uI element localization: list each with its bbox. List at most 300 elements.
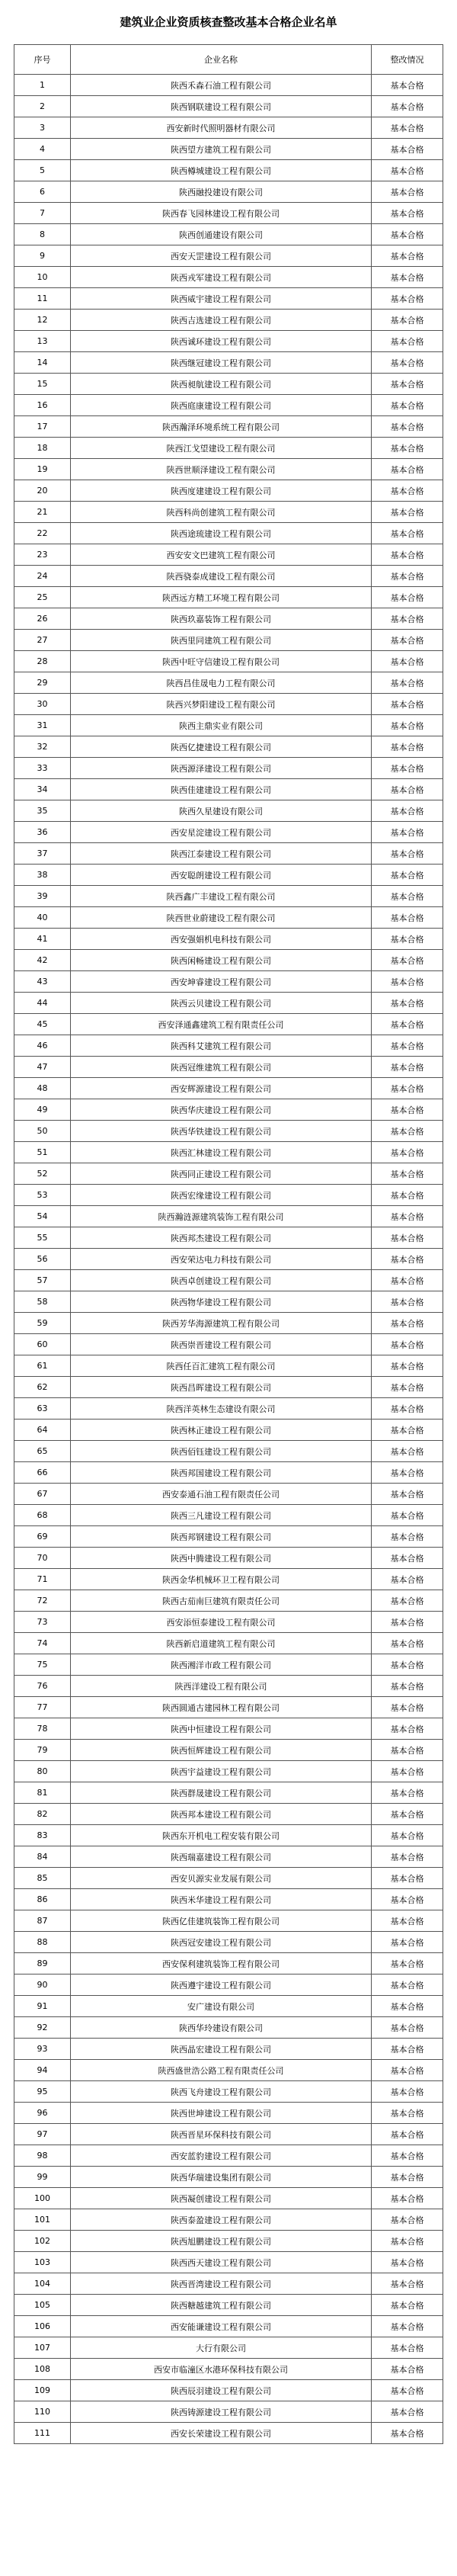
company-name: 西安蓝豹建设工程有限公司 xyxy=(71,2145,372,2167)
table-row xyxy=(14,736,443,758)
rectification-status: 基本合格 xyxy=(372,843,443,865)
table-row xyxy=(14,2359,443,2380)
table-row xyxy=(14,1590,443,1612)
table-row xyxy=(14,2423,443,2444)
company-name: 陕西辰羽建设工程有限公司 xyxy=(71,2380,372,2401)
row-number: 108 xyxy=(14,2359,71,2380)
table-header-row xyxy=(14,45,443,75)
rectification-status: 基本合格 xyxy=(372,1612,443,1633)
rectification-status: 基本合格 xyxy=(372,2167,443,2188)
row-number: 68 xyxy=(14,1505,71,1526)
table-row xyxy=(14,2039,443,2060)
company-name: 陕西圆通古建园林工程有限公司 xyxy=(71,1697,372,1718)
company-name: 陕西古茄南巨建筑有限责任公司 xyxy=(71,1590,372,1612)
row-number: 76 xyxy=(14,1676,71,1697)
row-number: 111 xyxy=(14,2423,71,2444)
row-number: 22 xyxy=(14,523,71,544)
table-row xyxy=(14,2380,443,2401)
row-number: 5 xyxy=(14,160,71,181)
company-name: 陕西华铁建设工程有限公司 xyxy=(71,1121,372,1142)
row-number: 54 xyxy=(14,1206,71,1227)
company-name: 西安市临潼区水港环保科技有限公司 xyxy=(71,2359,372,2380)
rectification-status: 基本合格 xyxy=(372,2380,443,2401)
row-number: 7 xyxy=(14,203,71,224)
rectification-status: 基本合格 xyxy=(372,502,443,523)
table-row xyxy=(14,1697,443,1718)
table-row xyxy=(14,1355,443,1377)
row-number: 18 xyxy=(14,438,71,459)
row-number: 21 xyxy=(14,502,71,523)
table-row xyxy=(14,1014,443,1035)
rectification-status: 基本合格 xyxy=(372,2124,443,2145)
company-name: 陕西威宇建设工程有限公司 xyxy=(71,288,372,310)
table-row xyxy=(14,1846,443,1868)
table-row xyxy=(14,139,443,160)
row-number: 63 xyxy=(14,1398,71,1420)
row-number: 79 xyxy=(14,1740,71,1761)
table-row xyxy=(14,1740,443,1761)
row-number: 45 xyxy=(14,1014,71,1035)
rectification-status: 基本合格 xyxy=(372,1996,443,2017)
row-number: 12 xyxy=(14,310,71,331)
table-row xyxy=(14,2124,443,2145)
row-number: 14 xyxy=(14,352,71,374)
company-name: 陕西洋英林生态建设有限公司 xyxy=(71,1398,372,1420)
row-number: 59 xyxy=(14,1313,71,1334)
row-number: 106 xyxy=(14,2316,71,2337)
company-name: 陕西诚环建设工程有限公司 xyxy=(71,331,372,352)
table-row xyxy=(14,1932,443,1953)
table-row xyxy=(14,75,443,96)
table-row xyxy=(14,2145,443,2167)
company-name: 陕西晶宏建设工程有限公司 xyxy=(71,2039,372,2060)
table-row xyxy=(14,587,443,608)
row-number: 105 xyxy=(14,2295,71,2316)
row-number: 23 xyxy=(14,544,71,566)
rectification-status: 基本合格 xyxy=(372,1910,443,1932)
column-header-number: 序号 xyxy=(14,45,71,75)
rectification-status: 基本合格 xyxy=(372,1569,443,1590)
table-row xyxy=(14,1505,443,1526)
table-row xyxy=(14,929,443,950)
row-number: 15 xyxy=(14,374,71,395)
rectification-status: 基本合格 xyxy=(372,1206,443,1227)
row-number: 20 xyxy=(14,480,71,502)
company-name: 陕西崇晋建设工程有限公司 xyxy=(71,1334,372,1355)
table-row xyxy=(14,374,443,395)
table-row xyxy=(14,1377,443,1398)
company-name: 陕西春飞园林建设工程有限公司 xyxy=(71,203,372,224)
table-row xyxy=(14,502,443,523)
company-name: 陕西中恒建设工程有限公司 xyxy=(71,1718,372,1740)
company-name: 西安天罡建设工程有限公司 xyxy=(71,245,372,267)
table-row xyxy=(14,480,443,502)
row-number: 91 xyxy=(14,1996,71,2017)
row-number: 78 xyxy=(14,1718,71,1740)
company-name: 陕西瑞嘉建设工程有限公司 xyxy=(71,1846,372,1868)
table-row xyxy=(14,203,443,224)
company-name: 西安强娟机电科技有限公司 xyxy=(71,929,372,950)
company-name: 陕西遵宇建设工程有限公司 xyxy=(71,1975,372,1996)
table-row xyxy=(14,2295,443,2316)
rectification-status: 基本合格 xyxy=(372,1142,443,1163)
rectification-status: 基本合格 xyxy=(372,416,443,438)
table-row xyxy=(14,1334,443,1355)
table-row xyxy=(14,544,443,566)
table-row xyxy=(14,758,443,779)
row-number: 19 xyxy=(14,459,71,480)
row-number: 57 xyxy=(14,1270,71,1291)
row-number: 81 xyxy=(14,1782,71,1804)
company-name: 陕西江戈望建设工程有限公司 xyxy=(71,438,372,459)
rectification-status: 基本合格 xyxy=(372,1953,443,1975)
company-name: 西安荣达电力科技有限公司 xyxy=(71,1249,372,1270)
table-row xyxy=(14,267,443,288)
table-row xyxy=(14,1654,443,1676)
company-name: 陕西邦钢建设工程有限公司 xyxy=(71,1526,372,1548)
company-name: 陕西兴梦阳建设工程有限公司 xyxy=(71,694,372,715)
table-row xyxy=(14,1078,443,1099)
rectification-status: 基本合格 xyxy=(372,2273,443,2295)
row-number: 60 xyxy=(14,1334,71,1355)
row-number: 49 xyxy=(14,1099,71,1121)
rectification-status: 基本合格 xyxy=(372,160,443,181)
row-number: 50 xyxy=(14,1121,71,1142)
row-number: 27 xyxy=(14,630,71,651)
row-number: 86 xyxy=(14,1889,71,1910)
company-name: 陕西飞舟建设工程有限公司 xyxy=(71,2081,372,2103)
rectification-status: 基本合格 xyxy=(372,1355,443,1377)
company-name: 陕西洋建设工程有限公司 xyxy=(71,1676,372,1697)
rectification-status: 基本合格 xyxy=(372,929,443,950)
row-number: 37 xyxy=(14,843,71,865)
row-number: 93 xyxy=(14,2039,71,2060)
company-name: 陕西主鼎实业有限公司 xyxy=(71,715,372,736)
row-number: 80 xyxy=(14,1761,71,1782)
rectification-status: 基本合格 xyxy=(372,2188,443,2209)
rectification-status: 基本合格 xyxy=(372,566,443,587)
company-name: 西安长荣建设工程有限公司 xyxy=(71,2423,372,2444)
company-name: 陕西新启道建筑工程有限公司 xyxy=(71,1633,372,1654)
row-number: 55 xyxy=(14,1227,71,1249)
rectification-status: 基本合格 xyxy=(372,1398,443,1420)
rectification-status: 基本合格 xyxy=(372,544,443,566)
company-name: 陕西继冠建设工程有限公司 xyxy=(71,352,372,374)
company-name: 西安泽通鑫建筑工程有限责任公司 xyxy=(71,1014,372,1035)
rectification-status: 基本合格 xyxy=(372,1782,443,1804)
company-name: 陕西金华机械环卫工程有限公司 xyxy=(71,1569,372,1590)
rectification-status: 基本合格 xyxy=(372,1846,443,1868)
rectification-status: 基本合格 xyxy=(372,1718,443,1740)
row-number: 65 xyxy=(14,1441,71,1462)
company-name: 陕西芳华海源建筑工程有限公司 xyxy=(71,1313,372,1334)
table-row xyxy=(14,843,443,865)
table-row xyxy=(14,2060,443,2081)
table-row xyxy=(14,1868,443,1889)
row-number: 107 xyxy=(14,2337,71,2359)
row-number: 89 xyxy=(14,1953,71,1975)
row-number: 104 xyxy=(14,2273,71,2295)
table-row xyxy=(14,160,443,181)
company-name: 陕西佳建建设工程有限公司 xyxy=(71,779,372,800)
rectification-status: 基本合格 xyxy=(372,1548,443,1569)
table-row xyxy=(14,331,443,352)
rectification-status: 基本合格 xyxy=(372,438,443,459)
company-name: 陕西远方精工环境工程有限公司 xyxy=(71,587,372,608)
row-number: 84 xyxy=(14,1846,71,1868)
table-row xyxy=(14,694,443,715)
company-name: 陕西林正建设工程有限公司 xyxy=(71,1420,372,1441)
rectification-status: 基本合格 xyxy=(372,331,443,352)
company-name: 陕西华庆建设工程有限公司 xyxy=(71,1099,372,1121)
rectification-status: 基本合格 xyxy=(372,1313,443,1334)
table-row xyxy=(14,1996,443,2017)
table-row xyxy=(14,950,443,971)
rectification-status: 基本合格 xyxy=(372,715,443,736)
table-row xyxy=(14,1035,443,1057)
table-row xyxy=(14,1761,443,1782)
row-number: 48 xyxy=(14,1078,71,1099)
table-row xyxy=(14,288,443,310)
table-row xyxy=(14,1633,443,1654)
company-name: 陕西晋湾建设工程有限公司 xyxy=(71,2273,372,2295)
rectification-status: 基本合格 xyxy=(372,245,443,267)
company-name: 陕西昶航建设工程有限公司 xyxy=(71,374,372,395)
table-row xyxy=(14,971,443,993)
company-name: 陕西三凡建设工程有限公司 xyxy=(71,1505,372,1526)
rectification-status: 基本合格 xyxy=(372,2039,443,2060)
rectification-status: 基本合格 xyxy=(372,1078,443,1099)
company-name: 陕西中旺守信建设工程有限公司 xyxy=(71,651,372,672)
rectification-status: 基本合格 xyxy=(372,181,443,203)
table-row xyxy=(14,1313,443,1334)
table-row xyxy=(14,2252,443,2273)
company-name: 陕西江泰建设工程有限公司 xyxy=(71,843,372,865)
table-row xyxy=(14,1804,443,1825)
rectification-status: 基本合格 xyxy=(372,2231,443,2252)
rectification-status: 基本合格 xyxy=(372,2316,443,2337)
company-name: 西安能谦建设工程有限公司 xyxy=(71,2316,372,2337)
company-name: 陕西久星建设有限公司 xyxy=(71,800,372,822)
table-row xyxy=(14,1569,443,1590)
row-number: 29 xyxy=(14,672,71,694)
table-row xyxy=(14,672,443,694)
table-row xyxy=(14,2337,443,2359)
rectification-status: 基本合格 xyxy=(372,2081,443,2103)
rectification-status: 基本合格 xyxy=(372,1441,443,1462)
company-name: 陕西凝创建设工程有限公司 xyxy=(71,2188,372,2209)
table-row xyxy=(14,865,443,886)
company-name: 陕西世顺泽建设工程有限公司 xyxy=(71,459,372,480)
row-number: 66 xyxy=(14,1462,71,1484)
table-row xyxy=(14,1782,443,1804)
company-name: 陕西卓创建设工程有限公司 xyxy=(71,1270,372,1291)
rectification-status: 基本合格 xyxy=(372,1804,443,1825)
rectification-status: 基本合格 xyxy=(372,1975,443,1996)
table-row xyxy=(14,1718,443,1740)
row-number: 38 xyxy=(14,865,71,886)
table-row xyxy=(14,1975,443,1996)
rectification-status: 基本合格 xyxy=(372,1740,443,1761)
company-name: 陕西融投建设有限公司 xyxy=(71,181,372,203)
company-name: 陕西庭康建设工程有限公司 xyxy=(71,395,372,416)
company-name: 西安新时代照明器材有限公司 xyxy=(71,117,372,139)
rectification-status: 基本合格 xyxy=(372,1249,443,1270)
table-row xyxy=(14,181,443,203)
company-name: 陕西世业蔚建设工程有限公司 xyxy=(71,907,372,929)
company-name: 陕西邦杰建设工程有限公司 xyxy=(71,1227,372,1249)
table-row xyxy=(14,566,443,587)
company-name: 西安添恒泰建设工程有限公司 xyxy=(71,1612,372,1633)
company-name: 陕西冠安建设工程有限公司 xyxy=(71,1932,372,1953)
row-number: 88 xyxy=(14,1932,71,1953)
company-name: 西安安文巴建筑工程有限公司 xyxy=(71,544,372,566)
rectification-status: 基本合格 xyxy=(372,865,443,886)
rectification-status: 基本合格 xyxy=(372,1484,443,1505)
table-row xyxy=(14,2273,443,2295)
row-number: 62 xyxy=(14,1377,71,1398)
row-number: 16 xyxy=(14,395,71,416)
row-number: 95 xyxy=(14,2081,71,2103)
row-number: 70 xyxy=(14,1548,71,1569)
company-name: 陕西亿佳建筑装饰工程有限公司 xyxy=(71,1910,372,1932)
table-row xyxy=(14,1227,443,1249)
company-name: 陕西泰盈建设工程有限公司 xyxy=(71,2209,372,2231)
row-number: 32 xyxy=(14,736,71,758)
company-name: 陕西玖嘉装饰工程有限公司 xyxy=(71,608,372,630)
rectification-status: 基本合格 xyxy=(372,1121,443,1142)
row-number: 8 xyxy=(14,224,71,245)
table-row xyxy=(14,1676,443,1697)
row-number: 110 xyxy=(14,2401,71,2423)
row-number: 44 xyxy=(14,993,71,1014)
row-number: 67 xyxy=(14,1484,71,1505)
row-number: 10 xyxy=(14,267,71,288)
rectification-status: 基本合格 xyxy=(372,1420,443,1441)
row-number: 1 xyxy=(14,75,71,96)
company-name: 陕西佰钰建设工程有限公司 xyxy=(71,1441,372,1462)
row-number: 69 xyxy=(14,1526,71,1548)
company-name: 西安贝源实业发展有限公司 xyxy=(71,1868,372,1889)
company-name: 陕西晋星环保科技有限公司 xyxy=(71,2124,372,2145)
row-number: 94 xyxy=(14,2060,71,2081)
rectification-status: 基本合格 xyxy=(372,1932,443,1953)
rectification-status: 基本合格 xyxy=(372,950,443,971)
row-number: 4 xyxy=(14,139,71,160)
row-number: 6 xyxy=(14,181,71,203)
rectification-status: 基本合格 xyxy=(372,2337,443,2359)
table-row xyxy=(14,117,443,139)
company-name: 陕西世坤建设工程有限公司 xyxy=(71,2103,372,2124)
row-number: 102 xyxy=(14,2231,71,2252)
rectification-status: 基本合格 xyxy=(372,758,443,779)
rectification-status: 基本合格 xyxy=(372,203,443,224)
rectification-status: 基本合格 xyxy=(372,2295,443,2316)
table-row xyxy=(14,310,443,331)
table-row xyxy=(14,2103,443,2124)
company-name: 陕西吉选建设工程有限公司 xyxy=(71,310,372,331)
rectification-status: 基本合格 xyxy=(372,2209,443,2231)
table-row xyxy=(14,1953,443,1975)
company-name: 陕西亿捷建设工程有限公司 xyxy=(71,736,372,758)
rectification-status: 基本合格 xyxy=(372,459,443,480)
table-row xyxy=(14,993,443,1014)
table-row xyxy=(14,245,443,267)
company-name: 西安星淀建设工程有限公司 xyxy=(71,822,372,843)
table-row xyxy=(14,438,443,459)
company-name: 陕西创通建设有限公司 xyxy=(71,224,372,245)
table-row xyxy=(14,1889,443,1910)
rectification-status: 基本合格 xyxy=(372,1057,443,1078)
table-row xyxy=(14,1526,443,1548)
company-name: 西安聪朗建设工程有限公司 xyxy=(71,865,372,886)
rectification-status: 基本合格 xyxy=(372,2359,443,2380)
rectification-status: 基本合格 xyxy=(372,2252,443,2273)
table-row xyxy=(14,1163,443,1185)
row-number: 33 xyxy=(14,758,71,779)
row-number: 52 xyxy=(14,1163,71,1185)
rectification-status: 基本合格 xyxy=(372,630,443,651)
row-number: 9 xyxy=(14,245,71,267)
rectification-status: 基本合格 xyxy=(372,1825,443,1846)
table-row xyxy=(14,822,443,843)
rectification-status: 基本合格 xyxy=(372,1590,443,1612)
company-name: 陕西东开机电工程安装有限公司 xyxy=(71,1825,372,1846)
row-number: 11 xyxy=(14,288,71,310)
company-name: 陕西闲畅建设工程有限公司 xyxy=(71,950,372,971)
rectification-status: 基本合格 xyxy=(372,779,443,800)
company-name: 陕西湘洋市政工程有限公司 xyxy=(71,1654,372,1676)
rectification-status: 基本合格 xyxy=(372,608,443,630)
rectification-status: 基本合格 xyxy=(372,2145,443,2167)
table-row xyxy=(14,2209,443,2231)
row-number: 73 xyxy=(14,1612,71,1633)
rectification-status: 基本合格 xyxy=(372,310,443,331)
company-name: 陕西糖越建筑工程有限公司 xyxy=(71,2295,372,2316)
rectification-status: 基本合格 xyxy=(372,1633,443,1654)
rectification-status: 基本合格 xyxy=(372,1014,443,1035)
table-row xyxy=(14,1185,443,1206)
row-number: 98 xyxy=(14,2145,71,2167)
table-row xyxy=(14,416,443,438)
company-name: 陕西冠维建筑工程有限公司 xyxy=(71,1057,372,1078)
row-number: 31 xyxy=(14,715,71,736)
rectification-status: 基本合格 xyxy=(372,1868,443,1889)
row-number: 83 xyxy=(14,1825,71,1846)
row-number: 30 xyxy=(14,694,71,715)
table-row xyxy=(14,1548,443,1569)
row-number: 72 xyxy=(14,1590,71,1612)
row-number: 77 xyxy=(14,1697,71,1718)
row-number: 101 xyxy=(14,2209,71,2231)
rectification-status: 基本合格 xyxy=(372,523,443,544)
table-row xyxy=(14,907,443,929)
rectification-status: 基本合格 xyxy=(372,374,443,395)
row-number: 46 xyxy=(14,1035,71,1057)
row-number: 71 xyxy=(14,1569,71,1590)
rectification-status: 基本合格 xyxy=(372,267,443,288)
table-row xyxy=(14,2017,443,2039)
company-name: 陕西邦国建设工程有限公司 xyxy=(71,1462,372,1484)
company-name: 陕西宇益建设工程有限公司 xyxy=(71,1761,372,1782)
company-name: 陕西昌晖建设工程有限公司 xyxy=(71,1377,372,1398)
company-name: 陕西盛世浩公路工程有限责任公司 xyxy=(71,2060,372,2081)
rectification-status: 基本合格 xyxy=(372,672,443,694)
table-row xyxy=(14,1099,443,1121)
table-row xyxy=(14,630,443,651)
table-row xyxy=(14,2188,443,2209)
rectification-status: 基本合格 xyxy=(372,2423,443,2444)
